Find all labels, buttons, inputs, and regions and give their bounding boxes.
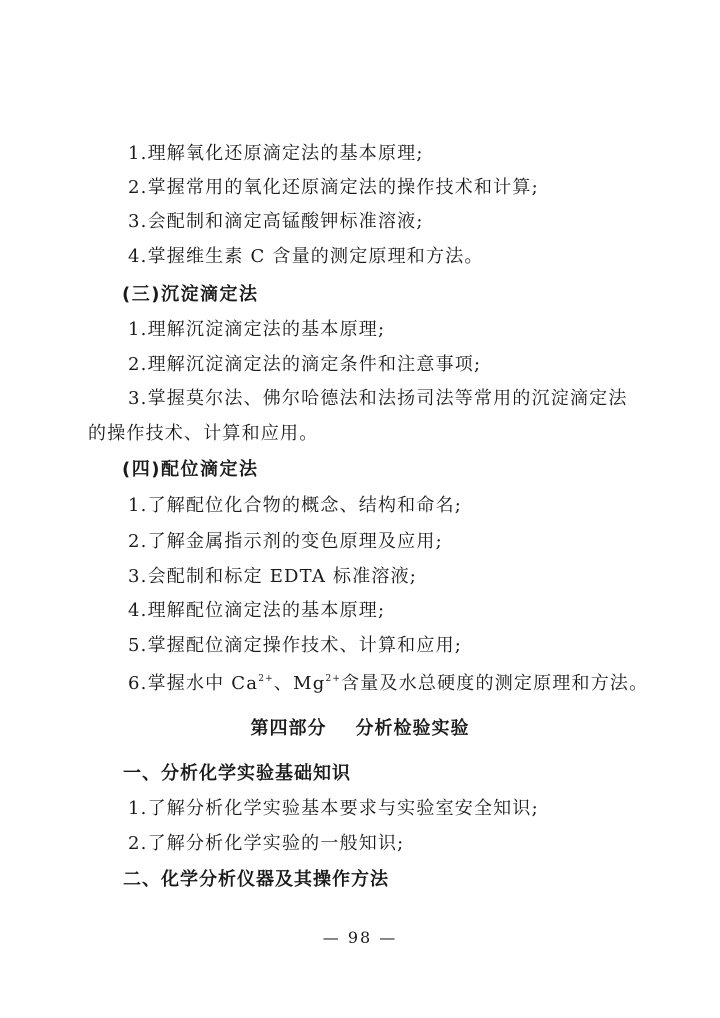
complex-item-5: 5.掌握配位滴定操作技术、计算和应用; — [128, 635, 463, 656]
redox-item-4: 4.掌握维生素 C 含量的测定原理和方法。 — [128, 246, 484, 267]
section-one-heading: 一、分析化学实验基础知识 — [123, 763, 351, 784]
complex-item-3: 3.会配制和标定 EDTA 标准溶液; — [128, 566, 418, 587]
section-two-heading: 二、化学分析仪器及其操作方法 — [123, 869, 389, 890]
page-number: — 98 — — [322, 928, 398, 947]
section-one-item-2: 2.了解分析化学实验的一般知识; — [128, 833, 405, 854]
precip-item-2: 2.理解沉淀滴定法的滴定条件和注意事项; — [128, 354, 482, 375]
complex-item-1: 1.了解配位化合物的概念、结构和命名; — [128, 495, 463, 516]
complex-item-4: 4.理解配位滴定法的基本原理; — [128, 600, 386, 621]
item6-prefix: 6.掌握水中 Ca — [128, 673, 259, 694]
part-four-title: 第四部分 分析检验实验 — [250, 718, 470, 739]
precip-item-3-continued: 的操作技术、计算和应用。 — [88, 423, 319, 444]
item6-mid: 、Mg — [273, 673, 326, 694]
redox-item-3: 3.会配制和滴定高锰酸钾标准溶液; — [128, 211, 424, 232]
redox-item-1: 1.理解氧化还原滴定法的基本原理; — [128, 143, 424, 164]
precipitation-titration-heading: (三)沉淀滴定法 — [122, 284, 259, 305]
complex-item-6 — [128, 672, 648, 696]
complex-item-2: 2.了解金属指示剂的变色原理及应用; — [128, 531, 443, 552]
complexometric-titration-heading: (四)配位滴定法 — [122, 459, 259, 480]
precip-item-3: 3.掌握莫尔法、佛尔哈德法和法扬司法等常用的沉淀滴定法 — [128, 388, 628, 409]
section-one-item-1: 1.了解分析化学实验基本要求与实验室安全知识; — [128, 798, 539, 819]
precip-item-1: 1.理解沉淀滴定法的基本原理; — [128, 319, 386, 340]
item6-suffix: 含量及水总硬度的测定原理和方法。 — [341, 673, 649, 694]
ca-charge-superscript: 2+ — [258, 674, 274, 684]
redox-item-2: 2.掌握常用的氧化还原滴定法的操作技术和计算; — [128, 177, 539, 198]
mg-charge-superscript: 2+ — [325, 674, 342, 684]
